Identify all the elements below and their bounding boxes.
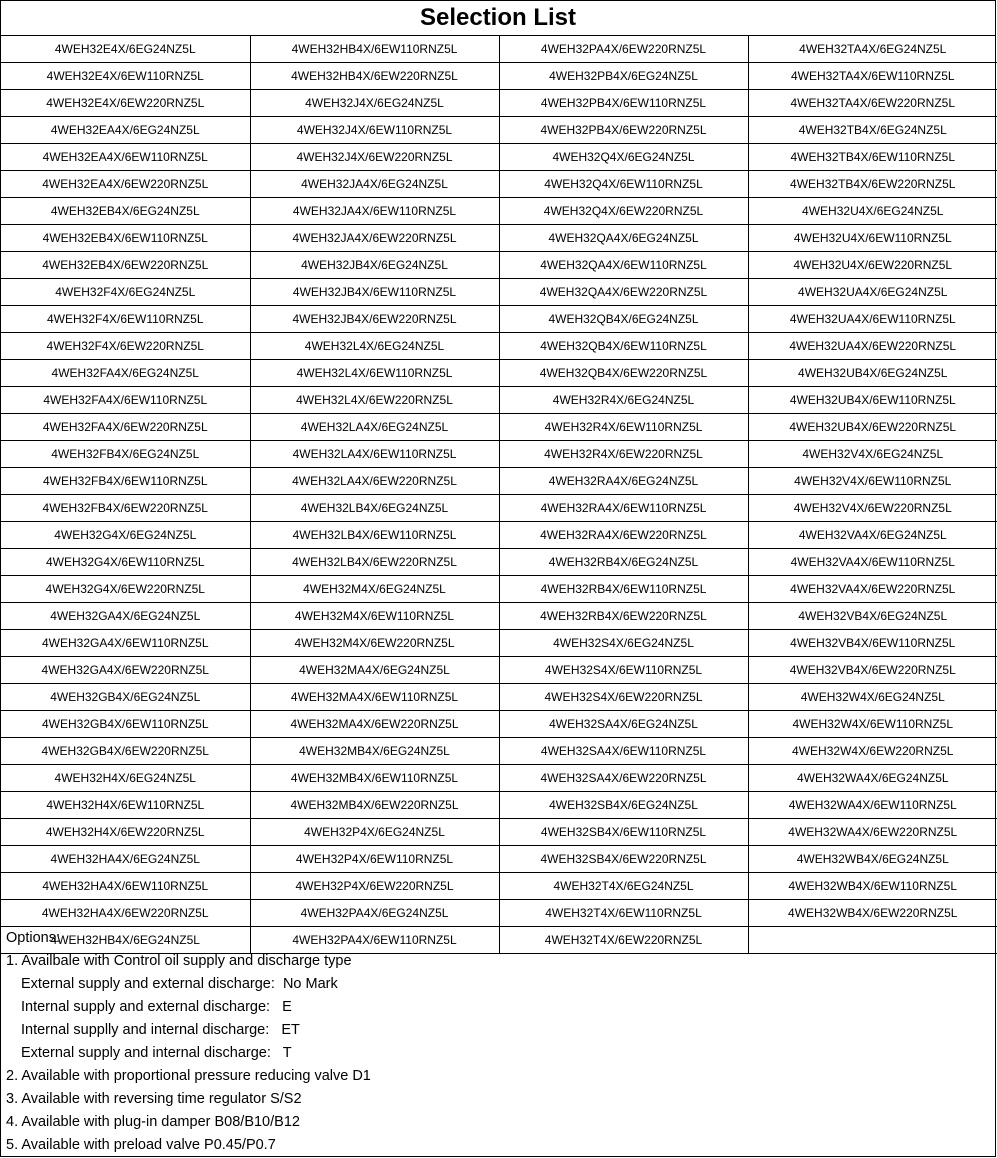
model-code-cell: 4WEH32J4X/6EW220RNZ5L	[250, 144, 499, 171]
model-code-cell: 4WEH32UA4X/6EW220RNZ5L	[748, 333, 997, 360]
model-code-cell: 4WEH32WB4X/6EW110RNZ5L	[748, 873, 997, 900]
table-row	[1, 576, 997, 603]
model-code-cell: 4WEH32JB4X/6EG24NZ5L	[250, 252, 499, 279]
model-code-cell: 4WEH32VB4X/6EW220RNZ5L	[748, 657, 997, 684]
table-row	[1, 90, 997, 117]
model-code-cell: 4WEH32TB4X/6EW220RNZ5L	[748, 171, 997, 198]
model-code-cell: 4WEH32Q4X/6EW220RNZ5L	[499, 198, 748, 225]
model-code-cell: 4WEH32LA4X/6EW110RNZ5L	[250, 441, 499, 468]
model-code-cell: 4WEH32E4X/6EG24NZ5L	[1, 36, 250, 63]
selection-table-body	[1, 36, 997, 954]
model-code-cell: 4WEH32UB4X/6EG24NZ5L	[748, 360, 997, 387]
model-code-cell: 4WEH32GB4X/6EW220RNZ5L	[1, 738, 250, 765]
option-item: 3. Available with reversing time regulator S/S2	[6, 1091, 302, 1107]
model-code-cell: 4WEH32V4X/6EW220RNZ5L	[748, 495, 997, 522]
model-code-cell: 4WEH32TA4X/6EW220RNZ5L	[748, 90, 997, 117]
model-code-cell: 4WEH32TA4X/6EW110RNZ5L	[748, 63, 997, 90]
table-row	[1, 765, 997, 792]
model-code-cell: 4WEH32LB4X/6EG24NZ5L	[250, 495, 499, 522]
model-code-cell: 4WEH32SA4X/6EG24NZ5L	[499, 711, 748, 738]
model-code-cell: 4WEH32RA4X/6EW220RNZ5L	[499, 522, 748, 549]
model-code-cell: 4WEH32TA4X/6EG24NZ5L	[748, 36, 997, 63]
model-code-cell: 4WEH32MA4X/6EW220RNZ5L	[250, 711, 499, 738]
model-code-cell: 4WEH32J4X/6EG24NZ5L	[250, 90, 499, 117]
model-code-cell: 4WEH32U4X/6EW220RNZ5L	[748, 252, 997, 279]
model-code-cell: 4WEH32UA4X/6EG24NZ5L	[748, 279, 997, 306]
model-code-cell: 4WEH32M4X/6EW110RNZ5L	[250, 603, 499, 630]
table-row	[1, 117, 997, 144]
model-code-cell: 4WEH32VA4X/6EG24NZ5L	[748, 522, 997, 549]
model-code-cell: 4WEH32HB4X/6EG24NZ5L	[1, 927, 250, 954]
model-code-cell: 4WEH32Q4X/6EG24NZ5L	[499, 144, 748, 171]
model-code-cell: 4WEH32GA4X/6EG24NZ5L	[1, 603, 250, 630]
model-code-cell: 4WEH32HB4X/6EW110RNZ5L	[250, 36, 499, 63]
model-code-cell: 4WEH32EA4X/6EW220RNZ5L	[1, 171, 250, 198]
model-code-cell: 4WEH32WA4X/6EG24NZ5L	[748, 765, 997, 792]
model-code-cell: 4WEH32MA4X/6EW110RNZ5L	[250, 684, 499, 711]
model-code-cell: 4WEH32M4X/6EW220RNZ5L	[250, 630, 499, 657]
model-code-cell: 4WEH32H4X/6EG24NZ5L	[1, 765, 250, 792]
model-code-cell: 4WEH32P4X/6EW220RNZ5L	[250, 873, 499, 900]
option-item: 4. Available with plug-in damper B08/B10/B12	[6, 1114, 300, 1130]
table-row	[1, 711, 997, 738]
table-row	[1, 522, 997, 549]
model-code-cell: 4WEH32FB4X/6EW220RNZ5L	[1, 495, 250, 522]
model-code-cell: 4WEH32T4X/6EW110RNZ5L	[499, 900, 748, 927]
model-code-cell: 4WEH32WB4X/6EG24NZ5L	[748, 846, 997, 873]
model-code-cell: 4WEH32VA4X/6EW220RNZ5L	[748, 576, 997, 603]
options-list	[6, 950, 371, 1157]
model-code-cell: 4WEH32TB4X/6EW110RNZ5L	[748, 144, 997, 171]
table-row	[1, 252, 997, 279]
model-code-cell: 4WEH32QB4X/6EG24NZ5L	[499, 306, 748, 333]
model-code-cell: 4WEH32RA4X/6EG24NZ5L	[499, 468, 748, 495]
model-code-cell: 4WEH32S4X/6EG24NZ5L	[499, 630, 748, 657]
model-code-cell: 4WEH32PB4X/6EW220RNZ5L	[499, 117, 748, 144]
model-code-cell: 4WEH32W4X/6EW110RNZ5L	[748, 711, 997, 738]
model-code-cell: 4WEH32QA4X/6EG24NZ5L	[499, 225, 748, 252]
model-code-cell: 4WEH32V4X/6EG24NZ5L	[748, 441, 997, 468]
model-code-cell: 4WEH32F4X/6EW220RNZ5L	[1, 333, 250, 360]
option-item: 2. Available with proportional pressure reducing valve D1	[6, 1068, 371, 1084]
model-code-cell: 4WEH32S4X/6EW110RNZ5L	[499, 657, 748, 684]
model-code-cell: 4WEH32TB4X/6EG24NZ5L	[748, 117, 997, 144]
model-code-cell: 4WEH32QA4X/6EW110RNZ5L	[499, 252, 748, 279]
table-row	[1, 630, 997, 657]
table-row	[1, 738, 997, 765]
model-code-cell: 4WEH32LB4X/6EW110RNZ5L	[250, 522, 499, 549]
model-code-cell: 4WEH32VB4X/6EW110RNZ5L	[748, 630, 997, 657]
model-code-cell: 4WEH32FA4X/6EW110RNZ5L	[1, 387, 250, 414]
model-code-cell: 4WEH32H4X/6EW110RNZ5L	[1, 792, 250, 819]
model-code-cell: 4WEH32UB4X/6EW220RNZ5L	[748, 414, 997, 441]
model-code-cell: 4WEH32U4X/6EW110RNZ5L	[748, 225, 997, 252]
table-row	[1, 225, 997, 252]
table-row	[1, 549, 997, 576]
table-row	[1, 846, 997, 873]
table-row	[1, 306, 997, 333]
model-code-cell: 4WEH32HA4X/6EW220RNZ5L	[1, 900, 250, 927]
model-code-cell: 4WEH32EA4X/6EG24NZ5L	[1, 117, 250, 144]
model-code-cell: 4WEH32F4X/6EW110RNZ5L	[1, 306, 250, 333]
model-code-cell: 4WEH32MB4X/6EG24NZ5L	[250, 738, 499, 765]
model-code-cell: 4WEH32WB4X/6EW220RNZ5L	[748, 900, 997, 927]
option-subitem: External supply and external discharge: No Mark	[21, 976, 338, 992]
model-code-cell: 4WEH32WA4X/6EW110RNZ5L	[748, 792, 997, 819]
option-subitem: Internal supplly and internal discharge: ET	[21, 1022, 300, 1038]
model-code-cell: 4WEH32RB4X/6EG24NZ5L	[499, 549, 748, 576]
model-code-cell: 4WEH32L4X/6EW220RNZ5L	[250, 387, 499, 414]
model-code-cell: 4WEH32J4X/6EW110RNZ5L	[250, 117, 499, 144]
model-code-cell: 4WEH32MA4X/6EG24NZ5L	[250, 657, 499, 684]
model-code-cell: 4WEH32FB4X/6EW110RNZ5L	[1, 468, 250, 495]
table-row	[1, 333, 997, 360]
table-row	[1, 360, 997, 387]
table-row	[1, 441, 997, 468]
model-code-cell: 4WEH32T4X/6EG24NZ5L	[499, 873, 748, 900]
model-code-cell: 4WEH32GB4X/6EW110RNZ5L	[1, 711, 250, 738]
table-row	[1, 873, 997, 900]
model-code-cell: 4WEH32RB4X/6EW110RNZ5L	[499, 576, 748, 603]
table-row	[1, 819, 997, 846]
model-code-cell: 4WEH32JB4X/6EW220RNZ5L	[250, 306, 499, 333]
model-code-cell: 4WEH32GA4X/6EW220RNZ5L	[1, 657, 250, 684]
model-code-cell: 4WEH32HB4X/6EW220RNZ5L	[250, 63, 499, 90]
model-code-cell: 4WEH32FA4X/6EG24NZ5L	[1, 360, 250, 387]
model-code-cell: 4WEH32G4X/6EW220RNZ5L	[1, 576, 250, 603]
table-row	[1, 144, 997, 171]
model-code-cell: 4WEH32LA4X/6EW220RNZ5L	[250, 468, 499, 495]
model-code-cell: 4WEH32FA4X/6EW220RNZ5L	[1, 414, 250, 441]
model-code-cell: 4WEH32R4X/6EG24NZ5L	[499, 387, 748, 414]
model-code-cell: 4WEH32QB4X/6EW220RNZ5L	[499, 360, 748, 387]
model-code-cell: 4WEH32EB4X/6EW220RNZ5L	[1, 252, 250, 279]
model-code-cell: 4WEH32FB4X/6EG24NZ5L	[1, 441, 250, 468]
model-code-cell: 4WEH32P4X/6EG24NZ5L	[250, 819, 499, 846]
model-code-cell: 4WEH32WA4X/6EW220RNZ5L	[748, 819, 997, 846]
options-section	[6, 927, 371, 1157]
model-code-cell: 4WEH32V4X/6EW110RNZ5L	[748, 468, 997, 495]
model-code-cell: 4WEH32RA4X/6EW110RNZ5L	[499, 495, 748, 522]
model-code-cell: 4WEH32PB4X/6EG24NZ5L	[499, 63, 748, 90]
model-code-cell: 4WEH32EB4X/6EG24NZ5L	[1, 198, 250, 225]
model-code-cell: 4WEH32LB4X/6EW220RNZ5L	[250, 549, 499, 576]
option-item: 5. Available with preload valve P0.45/P0.7	[6, 1137, 276, 1153]
model-code-cell: 4WEH32H4X/6EW220RNZ5L	[1, 819, 250, 846]
model-code-cell: 4WEH32HA4X/6EG24NZ5L	[1, 846, 250, 873]
model-code-cell: 4WEH32F4X/6EG24NZ5L	[1, 279, 250, 306]
model-code-cell: 4WEH32JA4X/6EG24NZ5L	[250, 171, 499, 198]
model-code-cell: 4WEH32E4X/6EW220RNZ5L	[1, 90, 250, 117]
model-code-cell: 4WEH32UB4X/6EW110RNZ5L	[748, 387, 997, 414]
table-row	[1, 657, 997, 684]
model-code-cell: 4WEH32L4X/6EW110RNZ5L	[250, 360, 499, 387]
table-row	[1, 414, 997, 441]
model-code-cell: 4WEH32Q4X/6EW110RNZ5L	[499, 171, 748, 198]
model-code-cell: 4WEH32P4X/6EW110RNZ5L	[250, 846, 499, 873]
model-code-cell: 4WEH32PA4X/6EW220RNZ5L	[499, 36, 748, 63]
model-code-cell: 4WEH32S4X/6EW220RNZ5L	[499, 684, 748, 711]
table-row	[1, 171, 997, 198]
model-code-cell: 4WEH32LA4X/6EG24NZ5L	[250, 414, 499, 441]
model-code-cell: 4WEH32L4X/6EG24NZ5L	[250, 333, 499, 360]
model-code-cell: 4WEH32JA4X/6EW220RNZ5L	[250, 225, 499, 252]
page-title: Selection List	[1, 1, 995, 36]
model-code-cell: 4WEH32HA4X/6EW110RNZ5L	[1, 873, 250, 900]
model-code-cell: 4WEH32MB4X/6EW110RNZ5L	[250, 765, 499, 792]
model-code-cell: 4WEH32JB4X/6EW110RNZ5L	[250, 279, 499, 306]
model-code-cell: 4WEH32GB4X/6EG24NZ5L	[1, 684, 250, 711]
table-row	[1, 468, 997, 495]
table-row	[1, 279, 997, 306]
table-row	[1, 63, 997, 90]
model-code-cell: 4WEH32M4X/6EG24NZ5L	[250, 576, 499, 603]
model-code-cell: 4WEH32QA4X/6EW220RNZ5L	[499, 279, 748, 306]
table-row	[1, 792, 997, 819]
model-code-cell: 4WEH32RB4X/6EW220RNZ5L	[499, 603, 748, 630]
model-code-cell: 4WEH32VA4X/6EW110RNZ5L	[748, 549, 997, 576]
option-subitem: External supply and internal discharge: T	[21, 1045, 292, 1061]
model-code-cell: 4WEH32R4X/6EW110RNZ5L	[499, 414, 748, 441]
model-code-cell: 4WEH32QB4X/6EW110RNZ5L	[499, 333, 748, 360]
model-code-cell: 4WEH32E4X/6EW110RNZ5L	[1, 63, 250, 90]
model-code-cell: 4WEH32EB4X/6EW110RNZ5L	[1, 225, 250, 252]
table-row	[1, 684, 997, 711]
model-code-cell: 4WEH32JA4X/6EW110RNZ5L	[250, 198, 499, 225]
options-heading: Options:	[6, 930, 60, 946]
model-code-cell: 4WEH32PA4X/6EW110RNZ5L	[250, 927, 499, 954]
model-code-cell: 4WEH32SB4X/6EG24NZ5L	[499, 792, 748, 819]
model-code-cell: 4WEH32VB4X/6EG24NZ5L	[748, 603, 997, 630]
model-code-cell: 4WEH32W4X/6EW220RNZ5L	[748, 738, 997, 765]
model-code-cell: 4WEH32MB4X/6EW220RNZ5L	[250, 792, 499, 819]
table-row	[1, 495, 997, 522]
model-code-cell: 4WEH32SB4X/6EW220RNZ5L	[499, 846, 748, 873]
model-code-cell: 4WEH32U4X/6EG24NZ5L	[748, 198, 997, 225]
model-code-cell: 4WEH32SA4X/6EW220RNZ5L	[499, 765, 748, 792]
model-code-cell: 4WEH32UA4X/6EW110RNZ5L	[748, 306, 997, 333]
selection-table	[1, 36, 997, 954]
table-row	[1, 603, 997, 630]
model-code-cell: 4WEH32SB4X/6EW110RNZ5L	[499, 819, 748, 846]
model-code-cell: 4WEH32T4X/6EW220RNZ5L	[499, 927, 748, 954]
model-code-cell: 4WEH32W4X/6EG24NZ5L	[748, 684, 997, 711]
model-code-cell: 4WEH32PA4X/6EG24NZ5L	[250, 900, 499, 927]
model-code-cell: 4WEH32EA4X/6EW110RNZ5L	[1, 144, 250, 171]
table-row	[1, 387, 997, 414]
table-row	[1, 36, 997, 63]
table-row	[1, 198, 997, 225]
model-code-cell: 4WEH32SA4X/6EW110RNZ5L	[499, 738, 748, 765]
model-code-cell: 4WEH32G4X/6EW110RNZ5L	[1, 549, 250, 576]
model-code-cell: 4WEH32R4X/6EW220RNZ5L	[499, 441, 748, 468]
table-row	[1, 900, 997, 927]
model-code-cell: 4WEH32GA4X/6EW110RNZ5L	[1, 630, 250, 657]
model-code-cell: 4WEH32G4X/6EG24NZ5L	[1, 522, 250, 549]
model-code-cell	[748, 927, 997, 954]
option-item: 1. Availbale with Control oil supply and discharge type	[6, 953, 352, 969]
option-subitem: Internal supply and external discharge: E	[21, 999, 292, 1015]
model-code-cell: 4WEH32PB4X/6EW110RNZ5L	[499, 90, 748, 117]
